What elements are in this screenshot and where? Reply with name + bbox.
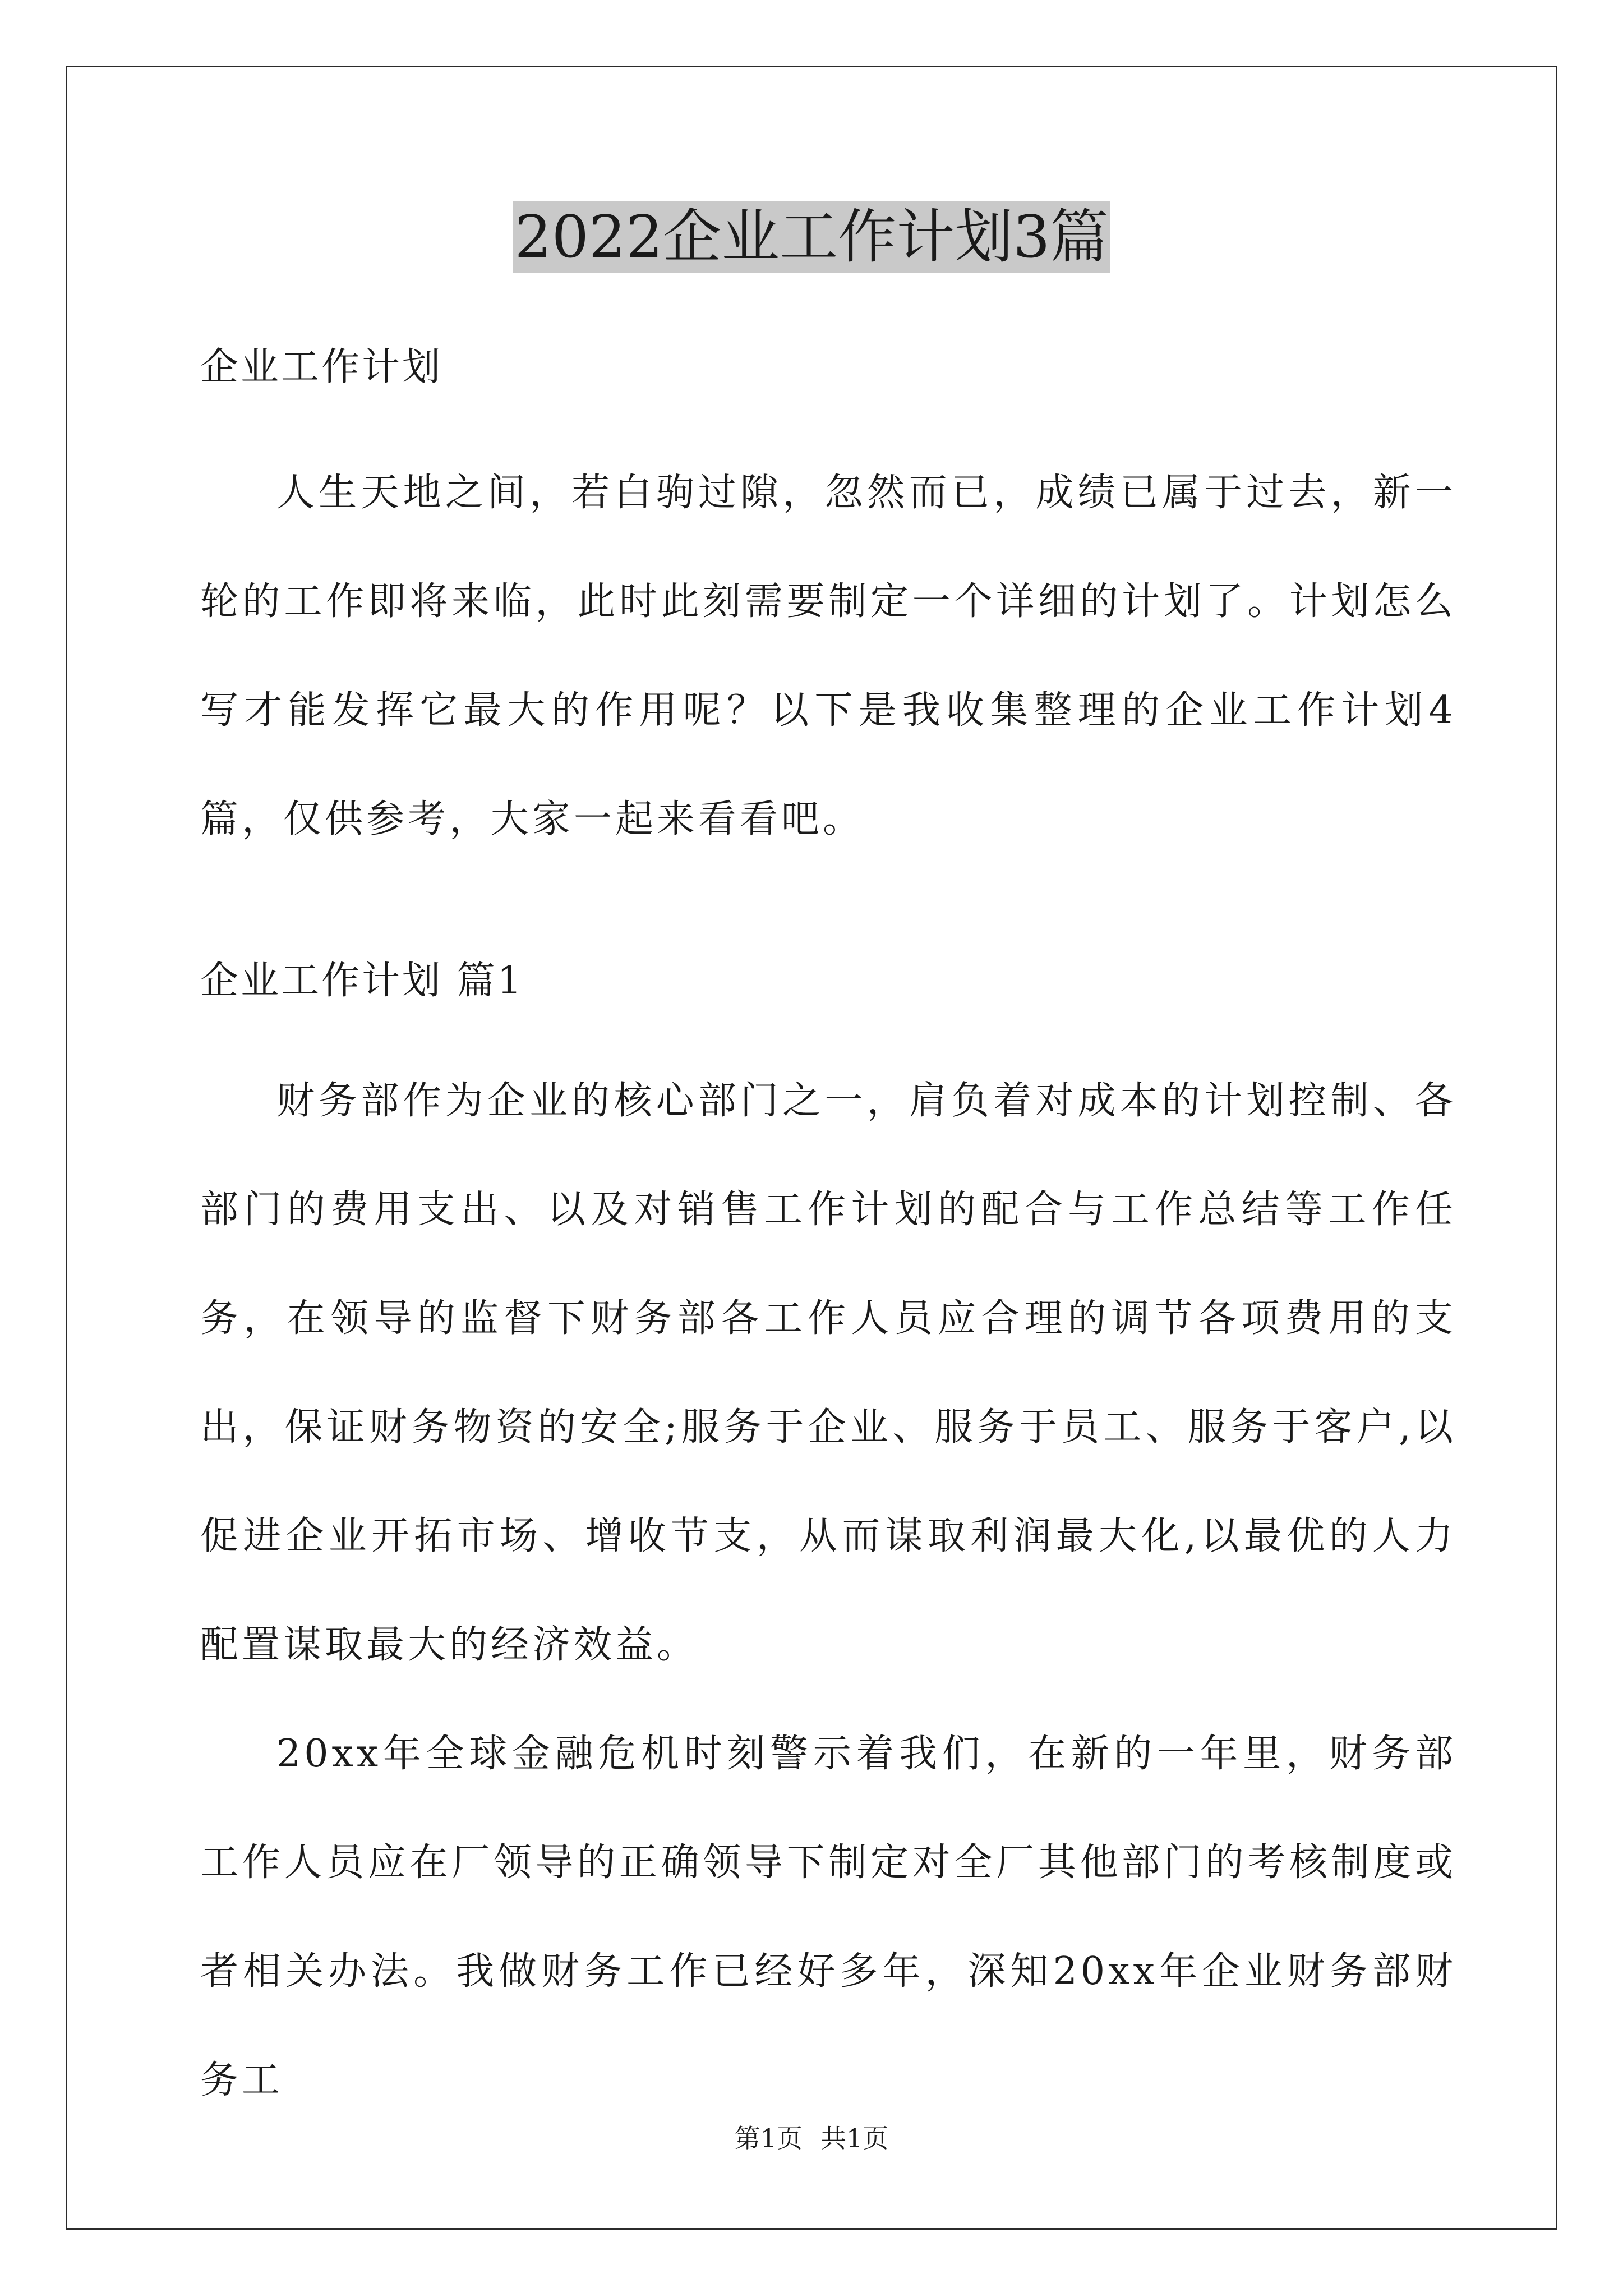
intro-heading: 企业工作计划	[200, 345, 443, 389]
document-body	[200, 314, 1456, 2135]
intro-paragraph: 人生天地之间，若白驹过隙，忽然而已，成绩已属于过去，新一轮的工作即将来临，此时此刻需要制定一个详细的计划了。计划怎么写才能发挥它最大的作用呢？以下是我收集整理的企业工作计划4篇，仅供参考，大家一起来看看吧。	[200, 471, 1456, 841]
page-footer	[0, 2122, 1623, 2155]
section-heading: 企业工作计划 篇1	[200, 959, 524, 1003]
page-total: 共1页	[820, 2123, 889, 2154]
title-container	[0, 201, 1623, 273]
document-title: 2022企业工作计划3篇	[513, 201, 1111, 273]
section-paragraph: 财务部作为企业的核心部门之一，肩负着对成本的计划控制、各部门的费用支出、以及对销售工作计划的配合与工作总结等工作任务，在领导的监督下财务部各工作人员应合理的调节各项费用的支出，保证财务物资的安全;服务于企业、服务于员工、服务于客户,以促进企业开拓市场、增收节支，从而谋取利润最大化,以最优的人力配置谋取最大的经济效益。	[200, 1079, 1456, 1667]
page-number: 第1页	[734, 2123, 803, 2154]
section-spacer	[200, 874, 1456, 953]
section-paragraph: 20xx年全球金融危机时刻警示着我们，在新的一年里，财务部工作人员应在厂领导的正确领导下制定对全厂其他部门的考核制度或者相关办法。我做财务工作已经好多年，深知20xx年企业财务部财务工	[200, 1732, 1456, 2102]
